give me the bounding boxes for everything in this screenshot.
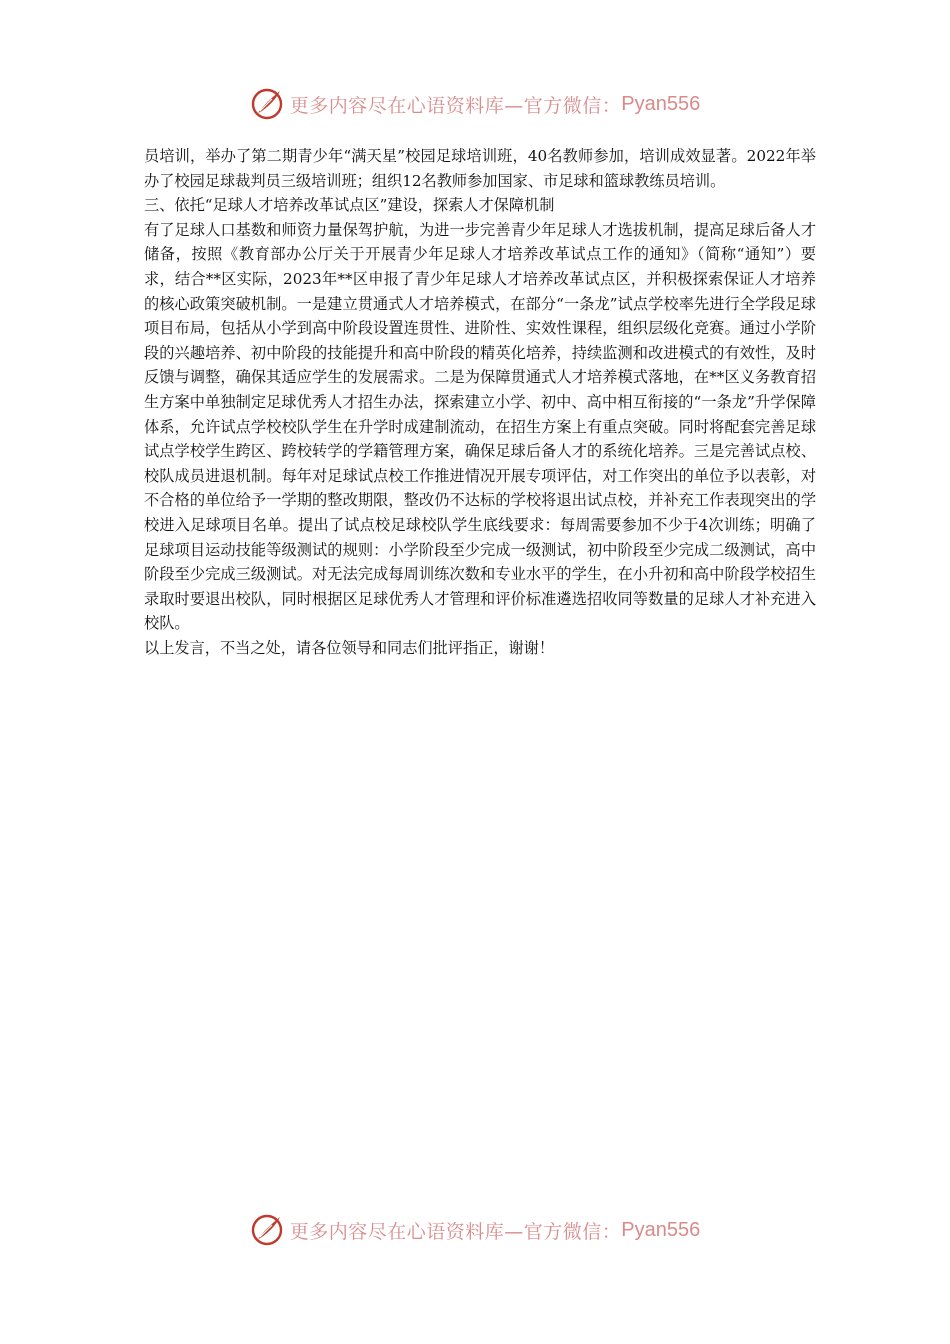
watermark-handle: Pyan556 xyxy=(621,92,701,115)
header-watermark xyxy=(0,82,950,126)
closing-paragraph: 以上发言，不当之处，请各位领导和同志们批评指正，谢谢！ xyxy=(144,638,555,657)
footer-watermark xyxy=(0,1208,950,1252)
quill-logo-icon xyxy=(250,87,284,121)
watermark-text: 更多内容尽在心语资料库—官方微信： xyxy=(289,94,622,117)
quill-logo-icon xyxy=(250,1213,284,1247)
paragraph: 员培训，举办了第二期青少年“满天星”校园足球培训班，40名教师参加，培训成效显著。2022年举办了校园足球裁判员三级培训班；组织12名教师参加国家、市足球和篮球教练员培训。 xyxy=(144,147,816,190)
watermark-handle: Pyan556 xyxy=(621,1218,701,1241)
document-body xyxy=(144,144,816,660)
watermark-text: 更多内容尽在心语资料库—官方微信： xyxy=(289,1220,622,1243)
paragraph: 有了足球人口基数和师资力量保驾护航，为进一步完善青少年足球人才选拔机制，提高足球后备人才储备，按照《教育部办公厅关于开展青少年足球人才培养改革试点工作的通知》（简称“通知”）要求，结合**区实际，2023年**区申报了青少年足球人才培养改革试点区，并积极探索保证人才培养的核心政策突破机制。一是建立贯通式人才培养模式，在部分“一条龙”试点学校率先进行全学段足球项目布局，包括从小学到高中阶段设置连贯性、进阶性、实效性课程，组织层级化竞赛。通过小学阶段的兴趣培养、初中阶段的技能提升和高中阶段的精英化培养，持续监测和改进模式的有效性，及时反馈与调整，确保其适应学生的发展需求。二是为保障贯通式人才培养模式落地，在**区义务教育招生方案中单独制定足球优秀人才招生办法，探索建立小学、初中、高中相互衔接的“一条龙”升学保障体系，允许试点学校校队学生在升学时成建制流动，在招生方案上有重点突破。同时将配套完善足球试点学校学生跨区、跨校转学的学籍管理方案，确保足球后备人才的系统化培养。三是完善试点校、校队成员进退机制。每年对足球试点校工作推进情况开展专项评估，对工作突出的单位予以表彰，对不合格的单位给予一学期的整改期限，整改仍不达标的学校将退出试点校，并补充工作表现突出的学校进入足球项目名单。提出了试点校足球校队学生底线要求：每周需要参加不少于4次训练；明确了足球项目运动技能等级测试的规则：小学阶段至少完成一级测试，初中阶段至少完成二级测试，高中阶段至少完成三级测试。对无法完成每周训练次数和专业水平的学生，在小升初和高中阶段学校招生录取时要退出校队，同时根据区足球优秀人才管理和评价标准遴选招收同等数量的足球人才补充进入校队。 xyxy=(144,220,816,633)
section-heading: 三、依托“足球人才培养改革试点区”建设，探索人才保障机制 xyxy=(144,196,555,215)
